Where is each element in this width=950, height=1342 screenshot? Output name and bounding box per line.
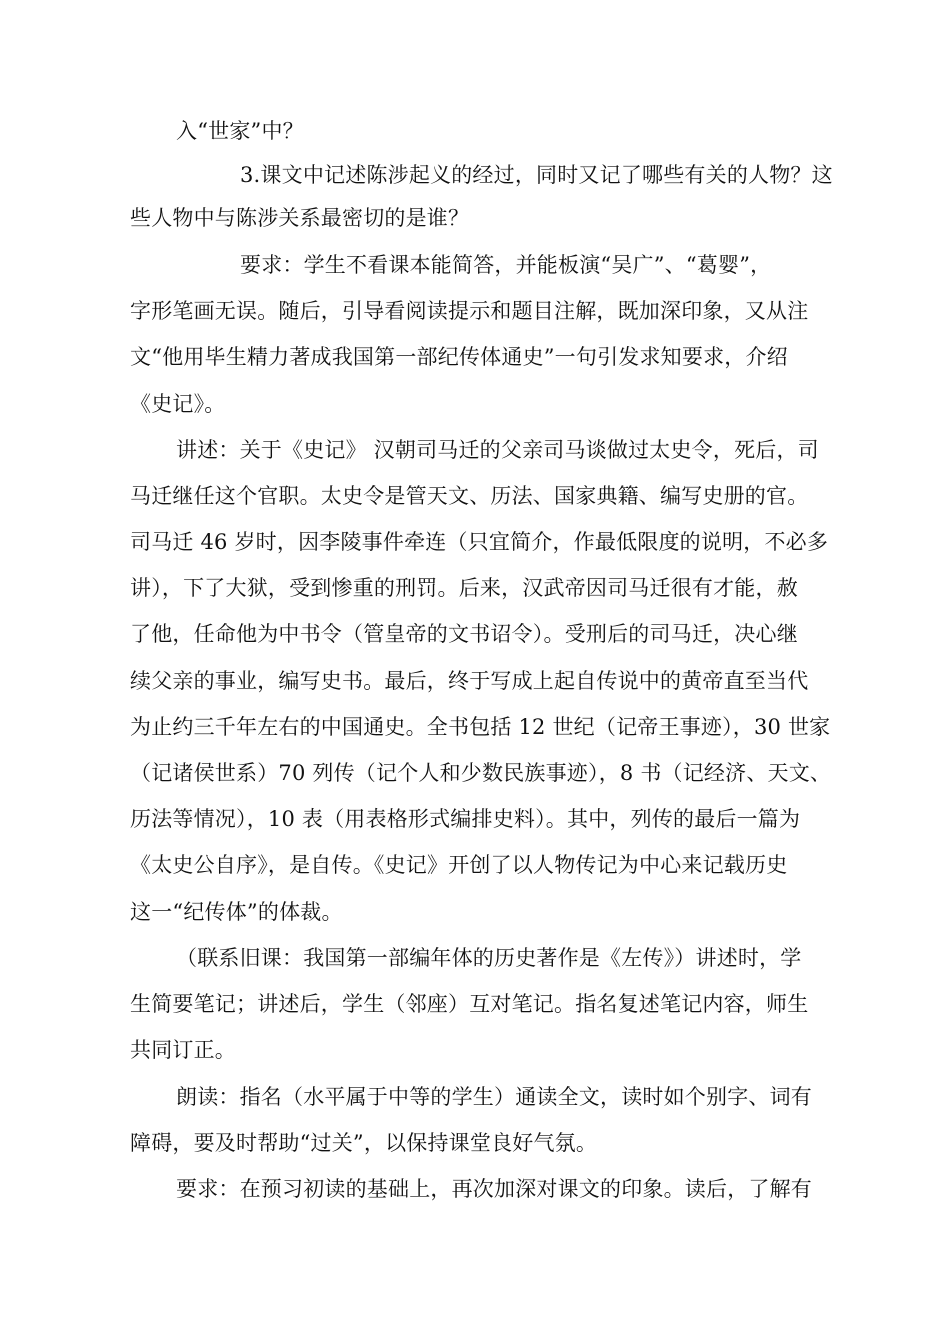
requirement-line-1: 要求：学生不看课本能简答，并能板演“吴广”、“葛婴”， bbox=[240, 253, 772, 277]
narration-line-6: 续父亲的事业，编写史书。最后，终于写成上起自传说中的黄帝直至当代 bbox=[130, 669, 809, 693]
narration-line-5: 了他，任命他为中书令（管皇帝的文书诏令）。受刑后的司马迁，决心继 bbox=[130, 622, 798, 646]
requirement-line-3: 文“他用毕生精力著成我国第一部纪传体通史”一句引发求知要求，介绍 bbox=[130, 345, 788, 369]
narration-line-1: 讲述：关于《史记》 汉朝司马迁的父亲司马谈做过太史令，死后，司 bbox=[176, 438, 819, 462]
reading-line-1: 朗读：指名（水平属于中等的学生）通读全文，读时如个别字、词有 bbox=[176, 1085, 812, 1109]
text-line-1: 入“世家”中？ bbox=[176, 119, 304, 143]
question-3-line-1: 3.课文中记述陈涉起义的经过，同时又记了哪些有关的人物？这 bbox=[240, 163, 833, 187]
requirement-line-2: 字形笔画无误。随后，引导看阅读提示和题目注解，既加深印象，又从注 bbox=[130, 299, 809, 323]
narration-line-7: 为止约三千年左右的中国通史。全书包括 12 世纪（记帝王事迹），30 世家 bbox=[130, 715, 831, 739]
narration-line-4: 讲），下了大狱，受到惨重的刑罚。后来，汉武帝因司马迁很有才能，赦 bbox=[130, 576, 798, 600]
requirement-line-4: 《史记》。 bbox=[130, 392, 226, 416]
review-line-3: 共同订正。 bbox=[130, 1038, 236, 1062]
final-requirement-line: 要求：在预习初读的基础上，再次加深对课文的印象。读后，了解有 bbox=[176, 1177, 812, 1201]
review-line-2: 生简要笔记；讲述后，学生（邻座）互对笔记。指名复述笔记内容，师生 bbox=[130, 992, 809, 1016]
narration-line-2: 马迁继任这个官职。太史令是管天文、历法、国家典籍、编写史册的官。 bbox=[130, 484, 809, 508]
narration-line-10: 《太史公自序》，是自传。《史记》开创了以人物传记为中心来记载历史 bbox=[130, 853, 788, 877]
narration-line-8: （记诸侯世系）70 列传（记个人和少数民族事迹），8 书（记经济、天文、 bbox=[130, 761, 832, 785]
reading-line-2: 障碍，要及时帮助“过关”，以保持课堂良好气氛。 bbox=[130, 1131, 598, 1155]
review-line-1: （联系旧课：我国第一部编年体的历史著作是《左传》）讲述时，学 bbox=[176, 946, 802, 970]
narration-line-9: 历法等情况），10 表（用表格形式编排史料）。其中，列传的最后一篇为 bbox=[130, 807, 801, 831]
question-3-line-2: 些人物中与陈涉关系最密切的是谁？ bbox=[130, 206, 470, 230]
narration-line-11: 这一“纪传体”的体裁。 bbox=[130, 900, 343, 924]
narration-line-3: 司马迁 46 岁时，因李陵事件牵连（只宜简介，作最低限度的说明，不必多 bbox=[130, 530, 829, 554]
